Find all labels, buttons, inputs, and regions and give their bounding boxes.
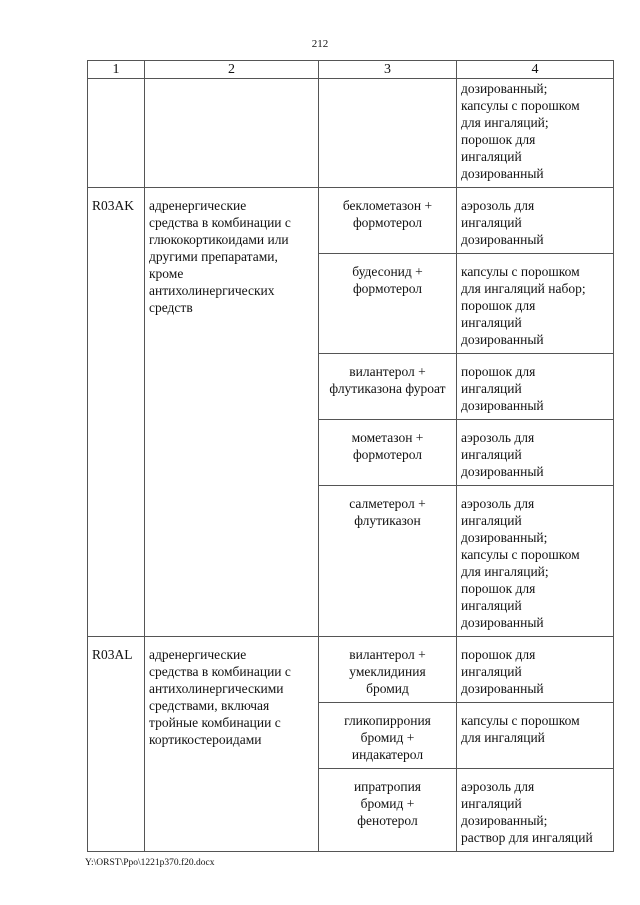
form-line: порошок для	[461, 581, 536, 596]
drug-table	[87, 60, 614, 852]
inn-line: гликопиррония	[344, 713, 431, 728]
form-line: дозированный	[461, 615, 544, 630]
inn-cell	[319, 188, 457, 254]
inn-line: флутиказона фуроат	[329, 381, 446, 396]
inn-cell	[319, 486, 457, 637]
form-cell	[457, 79, 614, 188]
form-line: порошок для	[461, 647, 536, 662]
inn-line: умеклидиния	[349, 664, 426, 679]
form-line: капсулы с порошком	[461, 98, 580, 113]
group-name-line: антихолинергических	[149, 283, 275, 298]
form-cell	[457, 637, 614, 703]
form-line: аэрозоль для	[461, 430, 535, 445]
header-col-3: 3	[319, 61, 457, 79]
table-row	[88, 79, 614, 188]
inn-line: формотерол	[352, 447, 423, 462]
form-line: ингаляций	[461, 598, 522, 613]
table-row	[88, 188, 614, 254]
form-cell	[457, 769, 614, 852]
inn-line: вилантерол +	[349, 647, 426, 662]
group-cell	[145, 79, 319, 188]
form-line: порошок для	[461, 132, 536, 147]
form-line: дозированный	[461, 464, 544, 479]
file-path-footer: Y:\ORST\Ppo\1221p370.f20.docx	[85, 858, 215, 868]
inn-cell	[319, 254, 457, 354]
inn-cell	[319, 769, 457, 852]
inn-cell	[319, 703, 457, 769]
inn-line: формотерол	[352, 215, 423, 230]
group-name-line: адренергические	[149, 198, 247, 213]
form-line: аэрозоль для	[461, 496, 535, 511]
header-col-4: 4	[457, 61, 614, 79]
inn-cell	[319, 637, 457, 703]
inn-cell	[319, 420, 457, 486]
header-col-1: 1	[88, 61, 145, 79]
group-name-line: средства в комбинации с	[149, 664, 291, 679]
form-line: аэрозоль для	[461, 198, 535, 213]
form-line: дозированный	[461, 232, 544, 247]
form-line: ингаляций	[461, 215, 522, 230]
form-line: порошок для	[461, 364, 536, 379]
inn-line: беклометазон +	[342, 198, 433, 213]
inn-cell	[319, 354, 457, 420]
group-name-line: тройные комбинации с	[149, 715, 281, 730]
group-name-line: антихолинергическими	[149, 681, 284, 696]
header-col-2: 2	[145, 61, 319, 79]
form-line: дозированный	[461, 166, 544, 181]
group-name-line: адренергические	[149, 647, 247, 662]
group-name-cell	[145, 637, 319, 852]
inn-line: бромид	[366, 681, 409, 696]
form-line: для ингаляций набор;	[461, 281, 586, 296]
form-line: дозированный	[461, 681, 544, 696]
form-line: ингаляций	[461, 149, 522, 164]
inn-line: будесонид +	[352, 264, 423, 279]
inn-line: флутиказон	[354, 513, 421, 528]
inn-line: ипратропия	[353, 779, 422, 794]
inn-line: бромид +	[360, 730, 415, 745]
inn-line: салметерол +	[349, 496, 426, 511]
form-cell	[457, 486, 614, 637]
inn-line: формотерол	[352, 281, 423, 296]
group-name-cell	[145, 188, 319, 637]
group-name-line: другими препаратами,	[149, 249, 278, 264]
atc-code-cell: R03AL	[88, 637, 145, 852]
group-name-line: кроме	[149, 266, 184, 281]
form-line: ингаляций	[461, 664, 522, 679]
group-name-line: средствами, включая	[149, 698, 270, 713]
inn-line: фенотерол	[357, 813, 418, 828]
group-name-line: средства в комбинации с	[149, 215, 291, 230]
form-line: ингаляций	[461, 447, 522, 462]
inn-line: вилантерол +	[349, 364, 426, 379]
form-cell	[457, 703, 614, 769]
form-line: аэрозоль для	[461, 779, 535, 794]
form-cell	[457, 188, 614, 254]
group-name-line: глюкокортикоидами или	[149, 232, 289, 247]
atc-code-cell: R03AK	[88, 188, 145, 637]
form-line: капсулы с порошком	[461, 264, 580, 279]
form-line: дозированный	[461, 332, 544, 347]
form-line: для ингаляций;	[461, 564, 549, 579]
code-cell	[88, 79, 145, 188]
form-cell	[457, 254, 614, 354]
form-cell	[457, 354, 614, 420]
form-line: дозированный;	[461, 530, 548, 545]
form-line: дозированный;	[461, 813, 548, 828]
inn-cell	[319, 79, 457, 188]
form-line: ингаляций	[461, 315, 522, 330]
table-row	[88, 637, 614, 703]
page-number: 212	[311, 38, 329, 50]
form-cell	[457, 420, 614, 486]
form-line: для ингаляций;	[461, 115, 549, 130]
inn-line: индакатерол	[351, 747, 424, 762]
inn-line: бромид +	[360, 796, 415, 811]
form-line: дозированный	[461, 398, 544, 413]
form-line: ингаляций	[461, 513, 522, 528]
inn-line: мометазон +	[351, 430, 424, 445]
form-line: для ингаляций	[461, 730, 545, 745]
header-row	[88, 61, 614, 79]
group-name-line: средств	[149, 300, 193, 315]
form-line: капсулы с порошком	[461, 713, 580, 728]
form-line: капсулы с порошком	[461, 547, 580, 562]
form-line: раствор для ингаляций	[461, 830, 593, 845]
group-name-line: кортикостероидами	[149, 732, 262, 747]
form-line: дозированный;	[461, 81, 548, 96]
form-line: ингаляций	[461, 381, 522, 396]
form-line: порошок для	[461, 298, 536, 313]
form-line: ингаляций	[461, 796, 522, 811]
